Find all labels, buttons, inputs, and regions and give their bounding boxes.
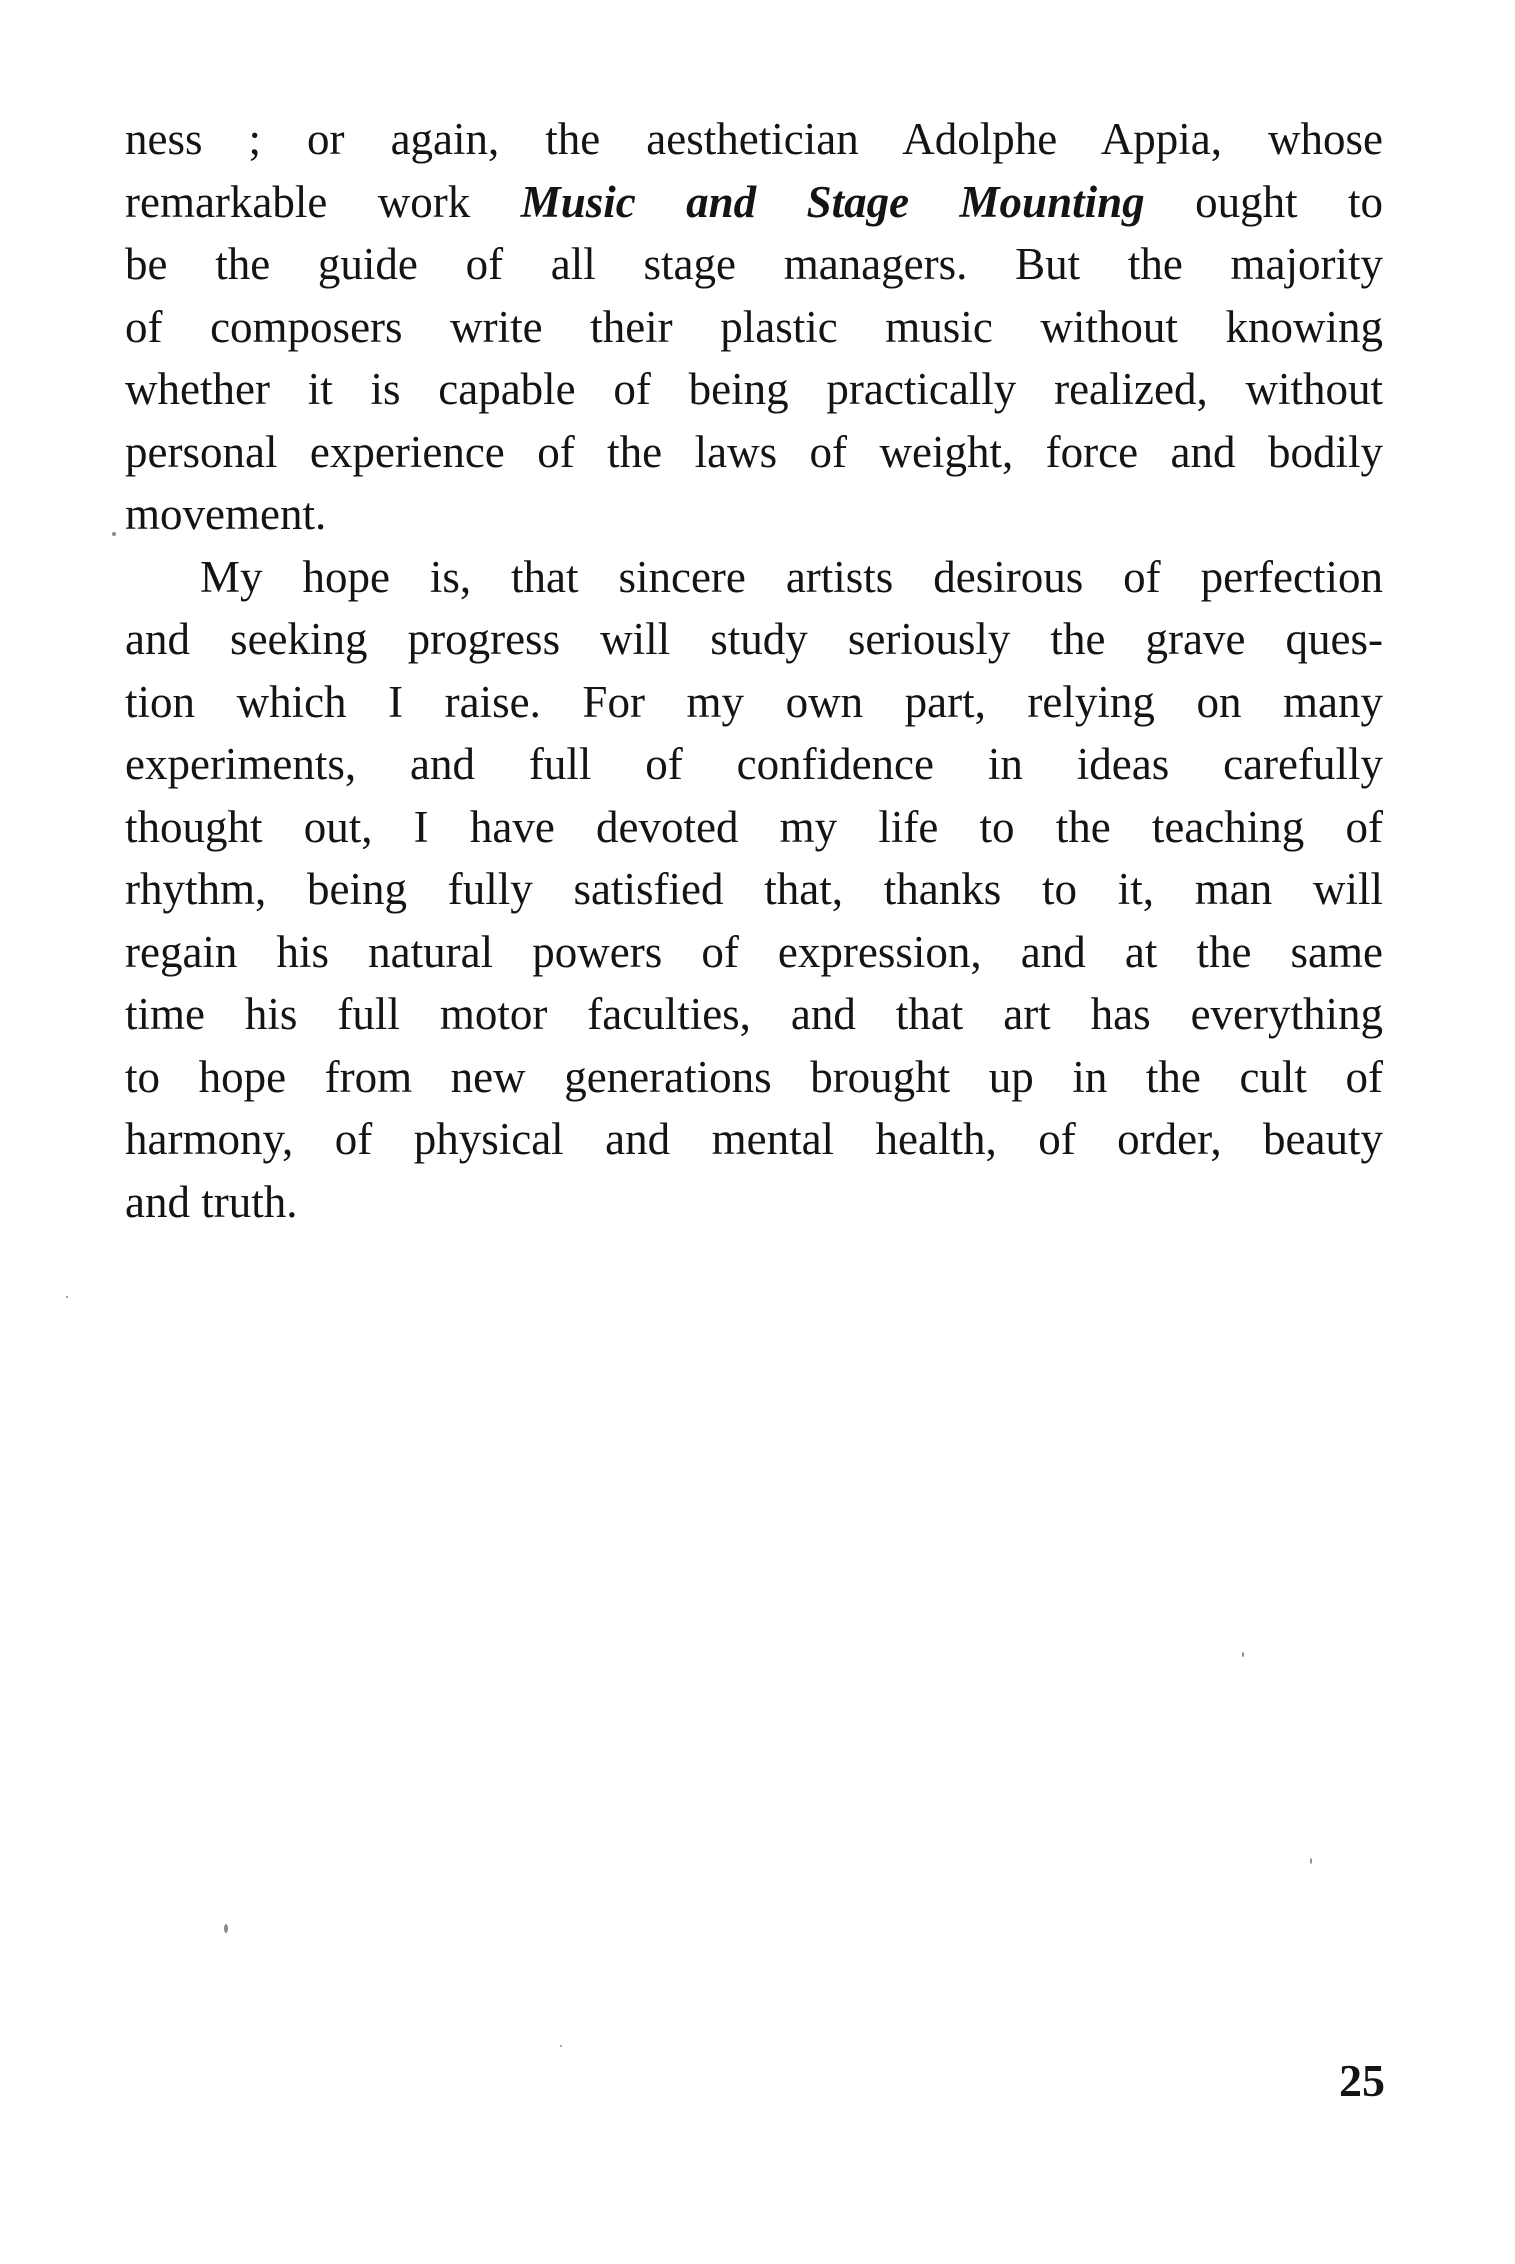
text-line: and truth. (125, 1176, 298, 1227)
text-line: regain his natural powers of expression, and at the same (125, 926, 1383, 977)
book-title: Music and Stage Mounting (520, 176, 1145, 227)
text-line: harmony, of physical and mental health, of order, beauty (125, 1114, 1383, 1164)
text-line: be the guide of all stage managers. But the majority (125, 239, 1383, 289)
text-line: personal experience of the laws of weight, force and bodily (125, 426, 1383, 477)
text-fragment: remarkable work (125, 176, 521, 227)
text-line: time his full motor faculties, and that art has everything (125, 989, 1383, 1039)
text-line: experiments, and full of confidence in ideas carefully (125, 739, 1383, 789)
body-text (125, 108, 1383, 1233)
scan-speck (224, 1924, 228, 1933)
text-line: of composers write their plastic music without knowing (125, 301, 1383, 352)
scan-speck (112, 532, 116, 536)
text-fragment: ought to (1144, 176, 1383, 227)
text-line: ness ; or again, the aesthetician Adolphe Appia, whose (125, 114, 1383, 164)
text-line: to hope from new generations brought up in the cult of (125, 1051, 1383, 1102)
scan-speck (1242, 1652, 1244, 1657)
paragraph-2 (125, 546, 1383, 1234)
page-number: 25 (1339, 2055, 1385, 2106)
scan-speck (66, 1296, 68, 1298)
text-line: thought out, I have devoted my life to the teaching of (125, 801, 1383, 852)
text-line (125, 171, 1383, 234)
paragraph-1 (125, 108, 1383, 546)
text-line: rhythm, being fully satisfied that, thanks to it, man will (125, 864, 1383, 914)
text-line: movement. (125, 489, 327, 539)
text-line: whether it is capable of being practically realized, without (125, 364, 1383, 414)
text-line: and seeking progress will study seriously the grave ques- (125, 614, 1383, 664)
text-line: My hope is, that sincere artists desirous of perfection (200, 551, 1383, 602)
scan-speck (1310, 1858, 1312, 1864)
scan-speck (560, 2045, 562, 2047)
text-line: tion which I raise. For my own part, relying on many (125, 676, 1383, 727)
